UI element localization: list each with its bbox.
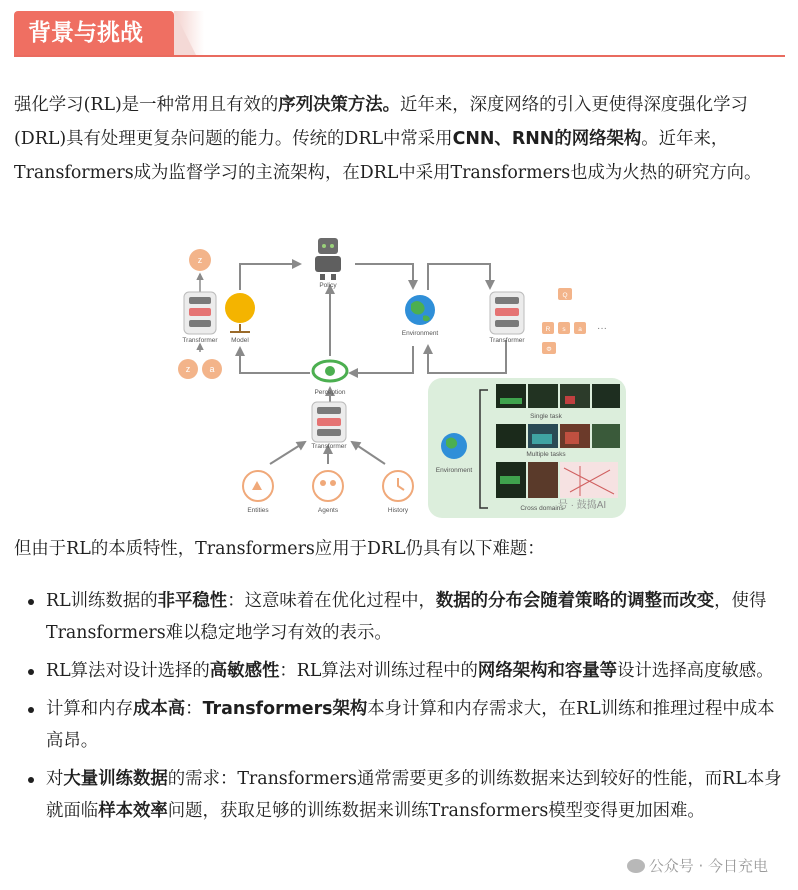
left-transformer-label: Transformer (182, 337, 218, 344)
cross-domains-images (496, 462, 618, 498)
item-text: 本身计算和内存需求大，在RL训练和推理过程中成本高昂。 (46, 699, 775, 751)
item-text: ：这意味着在优化过程中， (227, 591, 436, 611)
policy-label: Policy (319, 282, 337, 289)
right-transformer-label: Transformer (489, 337, 525, 344)
policy-robot-icon (315, 238, 341, 280)
arrow-transformer-env (428, 340, 506, 373)
a-t-label: a (209, 364, 215, 374)
s-label: s (562, 326, 566, 333)
item-bold: 非平稳性 (157, 591, 228, 611)
drl-transformer-figure (170, 228, 626, 520)
item-text: 的需求：Transformers通常需要更多的训练数据来达到较好的性能，而RL本身就面临 (46, 769, 782, 821)
item-bold: Transformers架构 (202, 699, 368, 719)
arrow-perception-model (240, 348, 310, 373)
arrow-env-perception (350, 346, 413, 373)
model-globe-icon (225, 293, 255, 332)
model-label: Model (231, 337, 249, 344)
z-t-label: z (185, 364, 191, 374)
multiple-tasks-images (496, 424, 620, 448)
list-item (14, 763, 789, 827)
item-bold: 大量训练数据 (63, 769, 168, 789)
entities-label: Entities (247, 507, 269, 514)
item-text: RL算法对设计选择的 (46, 661, 210, 681)
challenges-list (14, 585, 789, 833)
wechat-icon (627, 859, 645, 873)
agents-label: Agents (317, 507, 339, 514)
environment-globe-icon (405, 295, 435, 325)
right-transformer-icon (490, 292, 524, 334)
item-text: RL训练数据的 (46, 591, 158, 611)
arrow-entities (270, 442, 305, 464)
intro-text-2: 近年来，深度网络的引入更使得深度强化学习(DRL)具有处理更复杂问题的能力。传统的DRL中常采用 (14, 95, 748, 149)
item-text: ，使得Transformers难以稳定地学习有效的表示。 (46, 591, 767, 643)
intro-bold-1: 序列决策方法。 (278, 95, 401, 115)
history-label: History (387, 507, 409, 514)
r-label: R (545, 326, 551, 333)
header-underline (14, 55, 785, 57)
perception-eye-icon (313, 361, 347, 381)
multiple-tasks-label: Multiple tasks (526, 451, 566, 458)
item-text: 对 (46, 769, 64, 789)
item-bold: 高敏感性 (209, 661, 280, 681)
arrow-history (352, 442, 385, 464)
item-bold: 网络架构和容量等 (477, 661, 618, 681)
intro-paragraph (14, 88, 789, 190)
intro-text-3: 。近年来，Transformers成为监督学习的主流架构，在DRL中采用Transformers也成为火热的研究方向。 (14, 129, 762, 183)
cross-domains-label: Cross domains (520, 505, 564, 512)
item-bold: 样本效率 (98, 801, 168, 821)
perception-label: Perception (314, 389, 346, 396)
arrow-env-transformer (428, 264, 490, 290)
item-text: 计算和内存 (46, 699, 133, 719)
intro-bold-2: CNN、RNN的网络架构 (452, 129, 642, 149)
environment-label: Environment (401, 330, 439, 337)
single-task-images (496, 384, 620, 408)
left-transformer-icon (184, 292, 216, 334)
arrow-model-policy (240, 264, 300, 290)
item-text: ： (185, 699, 203, 719)
q-theta-label: Q (562, 292, 568, 299)
phi-label: Φ (546, 346, 552, 353)
panel-environment-globe-icon (441, 433, 467, 459)
item-bold: 数据的分布会随着策略的调整而改变 (435, 591, 715, 611)
watermark-text: 公众号 · 今日充电 (648, 857, 768, 875)
panel-environment-label: Environment (435, 467, 473, 474)
list-item (14, 693, 789, 757)
a-label: a (578, 326, 582, 333)
agents-icon (313, 471, 343, 501)
item-text: ：RL算法对训练过程中的 (279, 661, 478, 681)
challenges-intro: 但由于RL的本质特性，Transformers应用于DRL仍具有以下难题： (14, 539, 545, 559)
intro-text-1: 强化学习(RL)是一种常用且有效的 (14, 95, 279, 115)
list-item (14, 655, 789, 687)
list-item (14, 585, 789, 649)
center-transformer-label: Transformer (311, 443, 347, 450)
item-text: 设计选择高度敏感。 (617, 661, 774, 681)
arrow-policy-env (355, 264, 413, 288)
section-header (14, 11, 785, 57)
watermark (623, 853, 772, 878)
item-text: 问题，获取足够的训练数据来训练Transformers模型变得更加困难。 (167, 801, 705, 821)
dots-label: ··· (597, 323, 607, 334)
single-task-label: Single task (530, 413, 562, 420)
center-transformer-icon (312, 402, 346, 442)
item-bold: 成本高 (132, 699, 186, 719)
figure-overlay-text: 号 · 鼓捣AI (557, 500, 607, 511)
z-next-label: z (197, 255, 203, 265)
section-title: 背景与挑战 (14, 11, 174, 55)
